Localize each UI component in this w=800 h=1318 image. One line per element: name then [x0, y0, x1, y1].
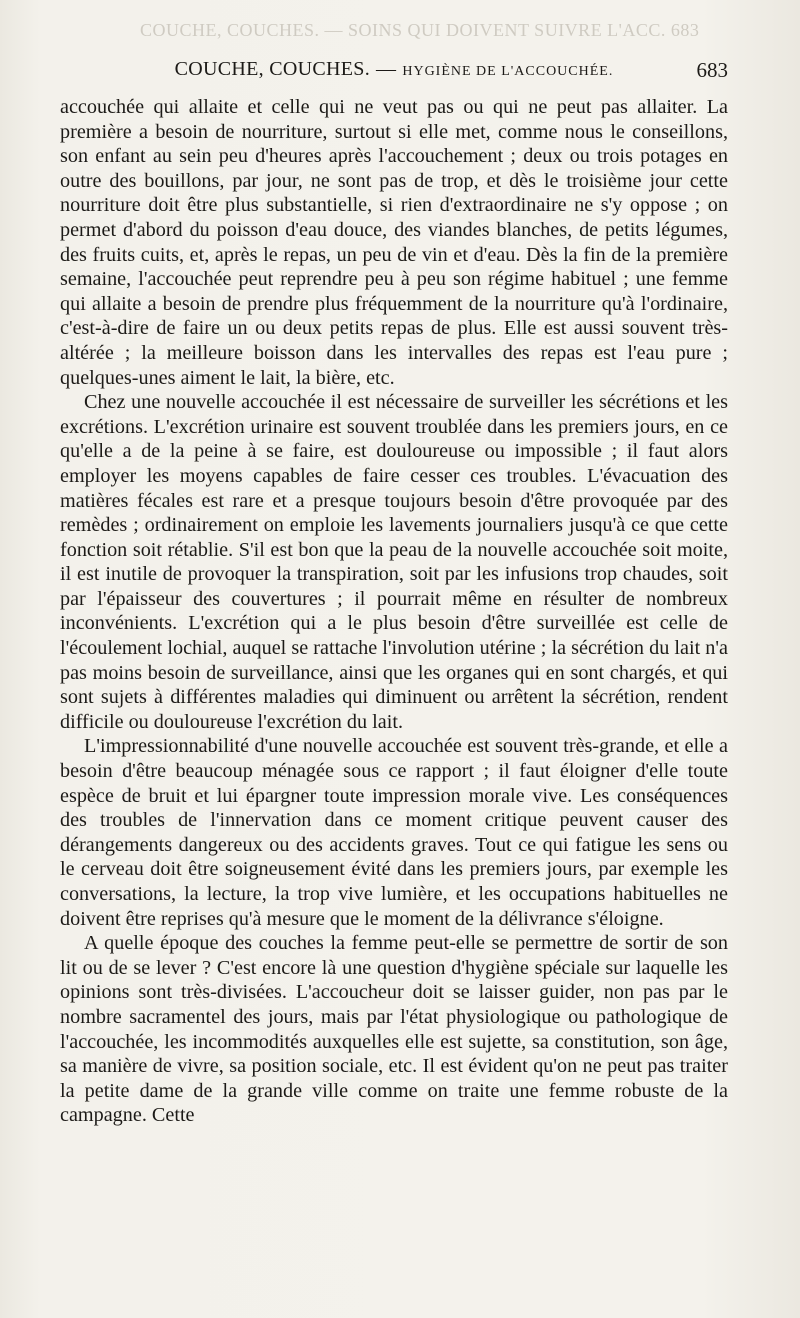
paragraph-impressionability: L'impressionnabilité d'une nouvelle accouchée est souvent très-grande, et elle a besoin d'être beaucoup ménagée sous ce rapport ; il faut éloigner d'elle toute espèce de bruit et lui épargner toute impression morale vive. Les conséquences des troubles de l'innervation dans ce moment critique peuvent causer des dérangements dangereux ou des accidents graves. Tout ce qui fatigue les sens ou le cerveau doit être soigneusement évité dans les premiers jours, par exemple les conversations, la lecture, la trop vive lumière, et les occupations habituelles ne doivent être reprises qu'à mesure que le moment de la délivrance s'éloigne.: [60, 735, 728, 930]
paragraph-getting-up: A quelle époque des couches la femme peut-elle se permettre de sortir de son lit ou de se lever ? C'est encore là une question d'hygiène spéciale sur laquelle les opinions sont très-divisées. L'accoucheur doit se laisser guider, non pas par le nombre sacramentel des jours, mais par l'état physiologique ou pathologique de l'accouchée, les incommodités auxquelles elle est sujette, sa constitution, son âge, sa manière de vivre, sa position sociale, etc. Il est évident qu'on ne peut pas traiter la petite dame de la grande ville comme on traite une femme robuste de la campagne. Cette: [60, 932, 728, 1127]
body-text: [60, 95, 728, 1128]
show-through-text: COUCHE, COUCHES. — SOINS QUI DOIVENT SUIVRE L'ACC. 683: [140, 20, 700, 40]
running-title: [60, 58, 728, 81]
header-subtitle: HYGIÈNE DE L'ACCOUCHÉE.: [402, 64, 614, 79]
paragraph-secretions: Chez une nouvelle accouchée il est nécessaire de surveiller les sécrétions et les excrétions. L'excrétion urinaire est souvent troublée dans les premiers jours, en ce qu'elle a de la peine à se faire, est douloureuse ou impossible ; il faut alors employer les moyens capables de faire cesser ces troubles. L'évacuation des matières fécales est rare et a presque toujours besoin d'être provoquée par des remèdes ; ordinairement on emploie les lavements journaliers jusqu'à ce que cette fonction soit rétablie. S'il est bon que la peau de la nouvelle accouchée soit moite, il est inutile de provoquer la transpiration, soit par les infusions trop chaudes, soit par l'épaisseur des couvertures ; il pourrait même en résulter de nombreux inconvénients. L'excrétion qui a le plus besoin d'être surveillée est celle de l'écoulement lochial, auquel se rattache l'involution utérine ; la sécrétion du lait n'a pas moins besoin de surveillance, ainsi que les organes qui en sont chargés, et qui sont sujets à différentes maladies qui diminuent ou arrêtent la sécrétion, rendent difficile ou douloureuse l'excrétion du lait.: [60, 391, 728, 733]
running-header: [60, 58, 728, 88]
header-main-title: COUCHE, COUCHES.: [174, 58, 371, 80]
page-number: 683: [696, 58, 728, 82]
header-dash: —: [376, 58, 397, 80]
paragraph-diet: accouchée qui allaite et celle qui ne veut pas ou qui ne peut pas allaiter. La première a besoin de nourriture, surtout si elle met, comme nous le conseillons, son enfant au sein peu d'heures après l'accouchement ; deux ou trois potages en outre des bouillons, par jour, ne sont pas de trop, et dès le troisième jour cette nourriture doit être plus substantielle, si rien d'extraordinaire ne s'y oppose ; on permet d'abord du poisson d'eau douce, des viandes blanches, de petits légumes, des fruits cuits, et, après le repas, un peu de vin et d'eau. Dès la fin de la première semaine, l'accouchée peut reprendre peu à peu son régime habituel ; une femme qui allaite a besoin de prendre plus fréquemment de la nourriture qu'à l'ordinaire, c'est-à-dire de faire un ou deux petits repas de plus. Elle est aussi souvent très-altérée ; la meilleure boisson dans les intervalles des repas est l'eau pure ; quelques-unes aiment le lait, la bière, etc.: [60, 96, 728, 389]
